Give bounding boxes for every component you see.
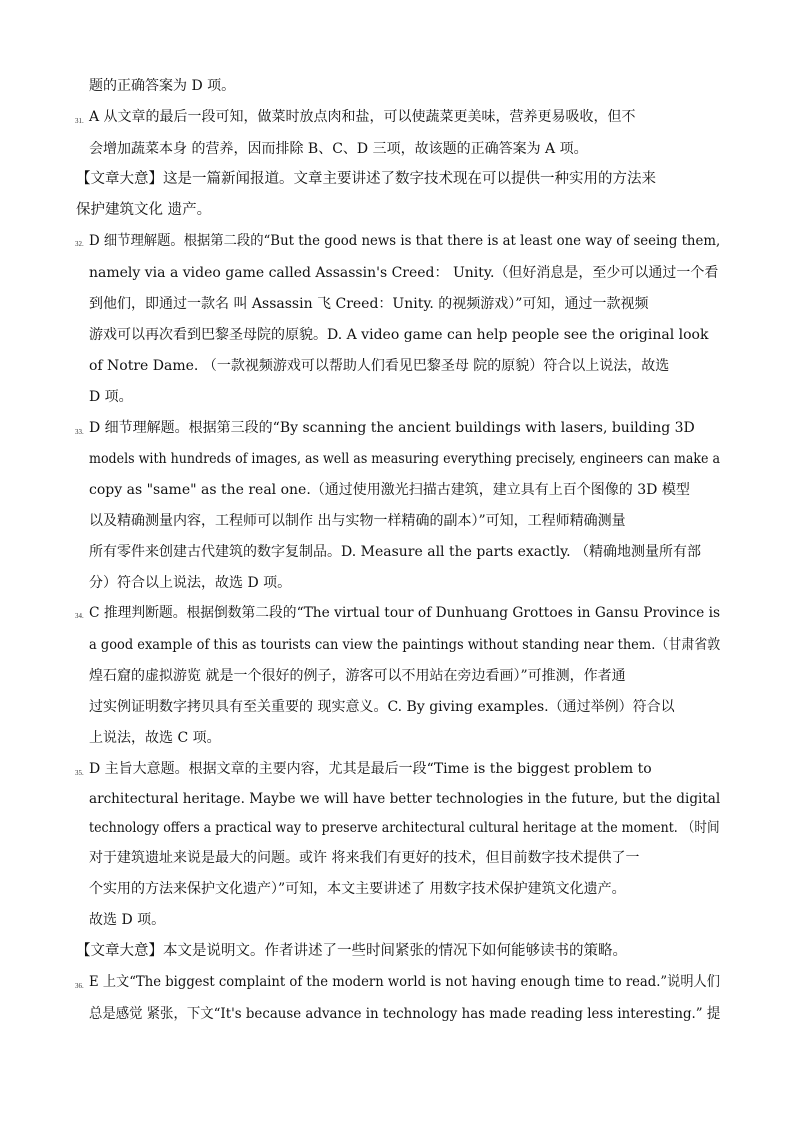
text-line: D 项。 — [89, 389, 133, 405]
text-line: 煌石窟的虚拟游览 就是一个很好的例子，游客可以不用站在旁边看画）”可推测，作者通 — [89, 668, 626, 684]
text-line: D 细节理解题。根据第二段的“But the good news is that there is at least one way of seeing them, — [89, 233, 721, 249]
text-line: architectural heritage. Maybe we will have better technologies in the future, but the digital — [89, 791, 721, 807]
text-line: 保护建筑文化 遗产。 — [76, 202, 212, 218]
text-line: 个实用的方法来保护文化遗产）”可知，本文主要讲述了 用数字技术保护建筑文化遗产。 — [89, 881, 626, 897]
question-number: 35. — [75, 769, 84, 777]
text-line: a good example of this as tourists can view the paintings without standing near them.（甘肃省敦 — [89, 637, 721, 653]
text-line: C 推理判断题。根据倒数第二段的“The virtual tour of Dunhuang Grottoes in Gansu Province is — [89, 605, 721, 621]
text-line: 所有零件来创建古代建筑的数字复制品。D. Measure all the parts exactly. （精确地测量所有部 — [89, 544, 702, 560]
question-number: 33. — [75, 428, 84, 436]
section-summary-heading: 【文章大意】这是一篇新闻报道。文章主要讲述了数字技术现在可以提供一种实用的方法来 — [76, 171, 656, 187]
text-line: 总是感觉 紧张，下文“It's because advance in technology has made reading less interesting.” 提 — [89, 1006, 721, 1022]
text-line: 以及精确测量内容，工程师可以制作 出与实物一样精确的副本）”可知，工程师精确测量 — [89, 513, 626, 529]
text-line: 到他们，即通过一款名 叫 Assassin 飞 Creed：Unity. 的视频游戏）”可知，通过一款视频 — [89, 296, 649, 312]
text-line: of Notre Dame. （一款视频游戏可以帮助人们看见巴黎圣母 院的原貌）符合以上说法，故选 — [89, 358, 670, 374]
question-number: 31. — [75, 117, 84, 125]
text-line: technology offers a practical way to preserve architectural cultural heritage at the moment. （时间 — [89, 820, 720, 836]
text-line: A 从文章的最后一段可知，做菜时放点肉和盐，可以使蔬菜更美味，营养更易吸收，但不 — [89, 109, 636, 125]
text-line: D 细节理解题。根据第三段的“By scanning the ancient buildings with lasers, building 3D — [89, 420, 695, 436]
text-line: 对于建筑遗址来说是最大的问题。或许 将来我们有更好的技术，但目前数字技术提供了一 — [89, 850, 640, 866]
text-line: 过实例证明数字拷贝具有至关重要的 现实意义。C. By giving examples.（通过举例）符合以 — [89, 699, 675, 715]
question-number: 34. — [75, 612, 84, 620]
text-line: 分）符合以上说法，故选 D 项。 — [89, 575, 292, 591]
text-line: 故选 D 项。 — [89, 912, 166, 928]
text-line: 会增加蔬菜本身 的营养，因而排除 B、C、D 三项，故该题的正确答案为 A 项。 — [89, 141, 588, 157]
text-line: namely via a video game called Assassin's Creed： Unity.（但好消息是，至少可以通过一个看 — [89, 265, 719, 281]
text-line: 上说法，故选 C 项。 — [89, 730, 221, 746]
question-number: 36. — [75, 982, 84, 990]
text-line: 题的正确答案为 D 项。 — [89, 78, 236, 94]
text-line: models with hundreds of images, as well as measuring everything precisely, engineers can make a — [89, 451, 720, 467]
text-line: copy as "same" as the real one.（通过使用激光扫描古建筑，建立具有上百个图像的 3D 模型 — [89, 482, 690, 498]
question-number: 32. — [75, 240, 84, 248]
section-summary-heading: 【文章大意】本文是说明文。作者讲述了一些时间紧张的情况下如何能够读书的策略。 — [76, 943, 627, 959]
text-line: 游戏可以再次看到巴黎圣母院的原貌。D. A video game can help people see the original look — [89, 327, 709, 343]
text-line: E 上文“The biggest complaint of the modern world is not having enough time to read.”说明人们 — [89, 974, 720, 990]
text-line: D 主旨大意题。根据文章的主要内容，尤其是最后一段“Time is the biggest problem to — [89, 761, 652, 777]
